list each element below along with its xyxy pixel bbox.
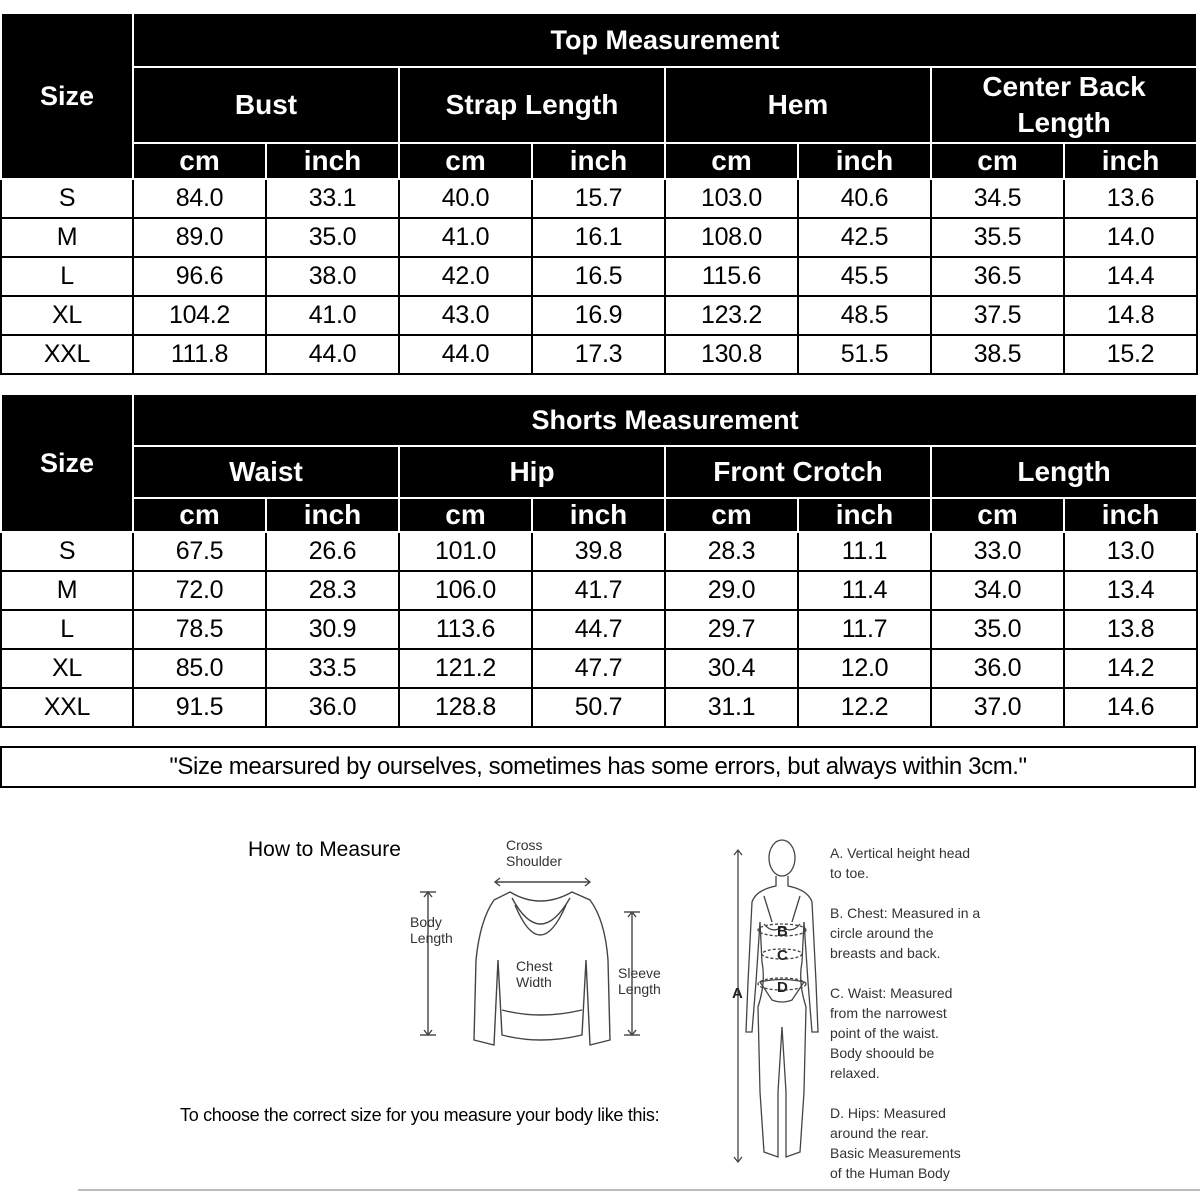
value-cell: 36.0 bbox=[266, 688, 399, 727]
value-cell: 34.0 bbox=[931, 571, 1064, 610]
value-cell: 31.1 bbox=[665, 688, 798, 727]
top-measurement-table bbox=[0, 12, 1198, 375]
value-cell: 30.9 bbox=[266, 610, 399, 649]
value-cell: 35.5 bbox=[931, 218, 1064, 257]
size-cell: XXL bbox=[1, 335, 133, 374]
shorts-measurement-table bbox=[0, 393, 1198, 728]
value-cell: 42.5 bbox=[798, 218, 931, 257]
value-cell: 28.3 bbox=[266, 571, 399, 610]
size-cell: M bbox=[1, 218, 133, 257]
group-header-length: Length bbox=[931, 446, 1197, 498]
table-row bbox=[1, 296, 1197, 335]
value-cell: 50.7 bbox=[532, 688, 665, 727]
legend-item-a: A. Vertical height head to toe. bbox=[830, 845, 971, 881]
value-cell: 35.0 bbox=[266, 218, 399, 257]
value-cell: 37.5 bbox=[931, 296, 1064, 335]
unit-header-inch: inch bbox=[532, 498, 665, 532]
value-cell: 108.0 bbox=[665, 218, 798, 257]
body-length-label: Body Length bbox=[410, 914, 453, 946]
legend-item-d: D. Hips: Measured around the rear. Basic Measurements of the Human Body bbox=[830, 1105, 961, 1181]
unit-header-inch: inch bbox=[798, 143, 931, 179]
body-illustration bbox=[722, 832, 822, 1187]
unit-header-inch: inch bbox=[266, 498, 399, 532]
unit-header-cm: cm bbox=[133, 143, 266, 179]
how-to-measure-footer: To choose the correct size for you measure your body like this: bbox=[180, 1105, 660, 1125]
value-cell: 130.8 bbox=[665, 335, 798, 374]
value-cell: 12.2 bbox=[798, 688, 931, 727]
unit-header-cm: cm bbox=[399, 143, 532, 179]
marker-a: A bbox=[732, 985, 743, 1002]
value-cell: 115.6 bbox=[665, 257, 798, 296]
size-cell: XXL bbox=[1, 688, 133, 727]
unit-header-inch: inch bbox=[266, 143, 399, 179]
unit-header-cm: cm bbox=[931, 143, 1064, 179]
unit-header-inch: inch bbox=[798, 498, 931, 532]
value-cell: 41.0 bbox=[266, 296, 399, 335]
size-cell: XL bbox=[1, 649, 133, 688]
group-header-front-crotch: Front Crotch bbox=[665, 446, 931, 498]
value-cell: 106.0 bbox=[399, 571, 532, 610]
legend-item-b: B. Chest: Measured in a circle around the breasts and back. bbox=[830, 905, 981, 961]
value-cell: 12.0 bbox=[798, 649, 931, 688]
bottom-divider bbox=[78, 1189, 1200, 1191]
value-cell: 14.0 bbox=[1064, 218, 1197, 257]
value-cell: 30.4 bbox=[665, 649, 798, 688]
group-header-bust: Bust bbox=[133, 67, 399, 143]
table-row bbox=[1, 571, 1197, 610]
marker-c: C bbox=[777, 947, 788, 964]
table-row bbox=[1, 257, 1197, 296]
body-diagram bbox=[722, 832, 822, 1187]
value-cell: 11.7 bbox=[798, 610, 931, 649]
value-cell: 44.7 bbox=[532, 610, 665, 649]
value-cell: 15.2 bbox=[1064, 335, 1197, 374]
value-cell: 128.8 bbox=[399, 688, 532, 727]
shorts-table-body bbox=[1, 532, 1197, 727]
value-cell: 34.5 bbox=[931, 179, 1064, 218]
value-cell: 67.5 bbox=[133, 532, 266, 571]
value-cell: 111.8 bbox=[133, 335, 266, 374]
value-cell: 35.0 bbox=[931, 610, 1064, 649]
table-title: Top Measurement bbox=[133, 13, 1197, 67]
value-cell: 14.4 bbox=[1064, 257, 1197, 296]
value-cell: 37.0 bbox=[931, 688, 1064, 727]
table-row bbox=[1, 179, 1197, 218]
unit-header-cm: cm bbox=[665, 143, 798, 179]
value-cell: 113.6 bbox=[399, 610, 532, 649]
unit-header-cm: cm bbox=[133, 498, 266, 532]
unit-header-cm: cm bbox=[665, 498, 798, 532]
value-cell: 16.9 bbox=[532, 296, 665, 335]
chest-width-label: Chest Width bbox=[516, 958, 553, 990]
value-cell: 101.0 bbox=[399, 532, 532, 571]
group-header-hem: Hem bbox=[665, 67, 931, 143]
value-cell: 14.2 bbox=[1064, 649, 1197, 688]
value-cell: 96.6 bbox=[133, 257, 266, 296]
value-cell: 13.0 bbox=[1064, 532, 1197, 571]
value-cell: 40.6 bbox=[798, 179, 931, 218]
value-cell: 15.7 bbox=[532, 179, 665, 218]
value-cell: 42.0 bbox=[399, 257, 532, 296]
value-cell: 13.4 bbox=[1064, 571, 1197, 610]
sleeve-length-label: Sleeve Length bbox=[618, 965, 661, 997]
value-cell: 72.0 bbox=[133, 571, 266, 610]
group-header-center-back-length: Center Back Length bbox=[931, 67, 1197, 143]
value-cell: 51.5 bbox=[798, 335, 931, 374]
value-cell: 38.0 bbox=[266, 257, 399, 296]
group-header-strap-length: Strap Length bbox=[399, 67, 665, 143]
marker-d: D bbox=[777, 979, 788, 996]
cross-shoulder-label: Cross Shoulder bbox=[506, 837, 563, 869]
sweater-diagram bbox=[400, 830, 680, 1070]
how-to-measure-title: How to Measure bbox=[248, 838, 401, 861]
value-cell: 13.8 bbox=[1064, 610, 1197, 649]
value-cell: 16.5 bbox=[532, 257, 665, 296]
value-cell: 11.4 bbox=[798, 571, 931, 610]
value-cell: 36.5 bbox=[931, 257, 1064, 296]
value-cell: 11.1 bbox=[798, 532, 931, 571]
value-cell: 91.5 bbox=[133, 688, 266, 727]
unit-header-cm: cm bbox=[931, 498, 1064, 532]
size-header: Size bbox=[1, 13, 133, 179]
value-cell: 121.2 bbox=[399, 649, 532, 688]
value-cell: 41.0 bbox=[399, 218, 532, 257]
size-cell: S bbox=[1, 179, 133, 218]
value-cell: 17.3 bbox=[532, 335, 665, 374]
value-cell: 38.5 bbox=[931, 335, 1064, 374]
value-cell: 89.0 bbox=[133, 218, 266, 257]
value-cell: 36.0 bbox=[931, 649, 1064, 688]
value-cell: 33.5 bbox=[266, 649, 399, 688]
table-row bbox=[1, 688, 1197, 727]
value-cell: 43.0 bbox=[399, 296, 532, 335]
unit-header-inch: inch bbox=[1064, 143, 1197, 179]
value-cell: 44.0 bbox=[266, 335, 399, 374]
value-cell: 26.6 bbox=[266, 532, 399, 571]
value-cell: 103.0 bbox=[665, 179, 798, 218]
value-cell: 123.2 bbox=[665, 296, 798, 335]
measurement-legend bbox=[830, 843, 1020, 1183]
table-row bbox=[1, 649, 1197, 688]
size-cell: L bbox=[1, 257, 133, 296]
value-cell: 47.7 bbox=[532, 649, 665, 688]
value-cell: 33.0 bbox=[931, 532, 1064, 571]
legend-item-c: C. Waist: Measured from the narrowest point of the waist. Body shoould be relaxed. bbox=[830, 985, 953, 1081]
unit-header-inch: inch bbox=[1064, 498, 1197, 532]
value-cell: 45.5 bbox=[798, 257, 931, 296]
value-cell: 78.5 bbox=[133, 610, 266, 649]
unit-header-cm: cm bbox=[399, 498, 532, 532]
value-cell: 84.0 bbox=[133, 179, 266, 218]
value-cell: 29.0 bbox=[665, 571, 798, 610]
table-row bbox=[1, 532, 1197, 571]
table-row bbox=[1, 335, 1197, 374]
group-header-hip: Hip bbox=[399, 446, 665, 498]
size-cell: L bbox=[1, 610, 133, 649]
measurement-note: "Size mearsured by ourselves, sometimes has some errors, but always within 3cm." bbox=[0, 746, 1196, 788]
group-header-waist: Waist bbox=[133, 446, 399, 498]
table-title: Shorts Measurement bbox=[133, 394, 1197, 446]
size-cell: M bbox=[1, 571, 133, 610]
value-cell: 48.5 bbox=[798, 296, 931, 335]
value-cell: 13.6 bbox=[1064, 179, 1197, 218]
table-row bbox=[1, 218, 1197, 257]
value-cell: 39.8 bbox=[532, 532, 665, 571]
top-table-body bbox=[1, 179, 1197, 374]
value-cell: 85.0 bbox=[133, 649, 266, 688]
table-row bbox=[1, 610, 1197, 649]
size-cell: XL bbox=[1, 296, 133, 335]
value-cell: 28.3 bbox=[665, 532, 798, 571]
value-cell: 16.1 bbox=[532, 218, 665, 257]
value-cell: 44.0 bbox=[399, 335, 532, 374]
value-cell: 104.2 bbox=[133, 296, 266, 335]
size-cell: S bbox=[1, 532, 133, 571]
marker-b: B bbox=[777, 923, 788, 940]
size-header: Size bbox=[1, 394, 133, 532]
value-cell: 40.0 bbox=[399, 179, 532, 218]
value-cell: 41.7 bbox=[532, 571, 665, 610]
value-cell: 14.8 bbox=[1064, 296, 1197, 335]
value-cell: 33.1 bbox=[266, 179, 399, 218]
value-cell: 14.6 bbox=[1064, 688, 1197, 727]
unit-header-inch: inch bbox=[532, 143, 665, 179]
value-cell: 29.7 bbox=[665, 610, 798, 649]
